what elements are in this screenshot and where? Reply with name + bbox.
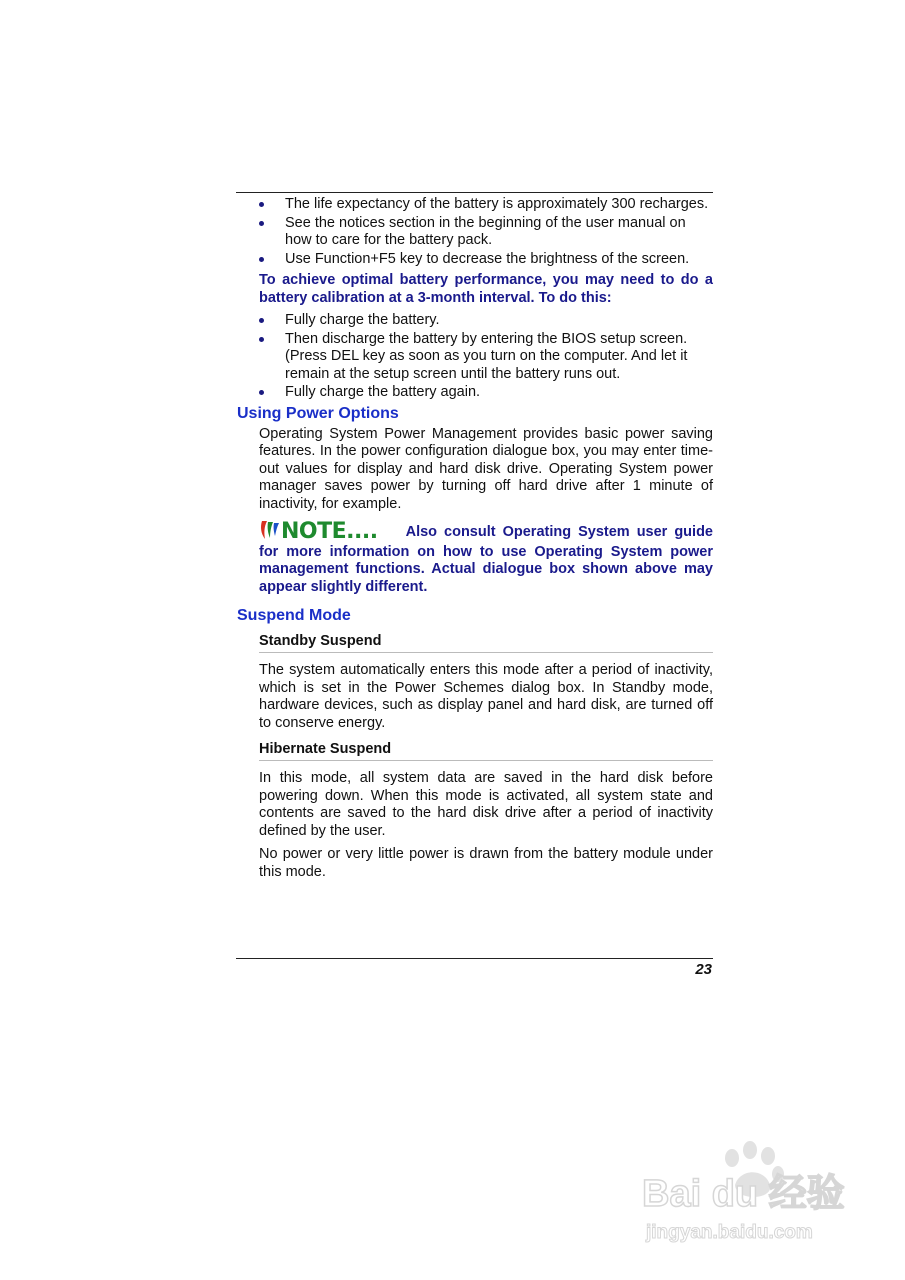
bullet-icon	[259, 221, 264, 226]
standby-suspend-title: Standby Suspend	[259, 632, 713, 653]
power-options-body: Operating System Power Management provides basic power saving features. In the power configuration dialogue box, you may enter time-out values for display and hard disk drive. Operating System power manager saves power by turning off hard drive after 1 minute of inactivity, for example.	[259, 425, 713, 512]
power-options-heading: Using Power Options	[237, 404, 399, 422]
note-block	[259, 519, 713, 596]
list-item: Fully charge the battery.	[259, 312, 713, 330]
bullet-icon	[259, 337, 264, 342]
note-text: Also consult Operating System user guide for more information on how to use Operating System power management functions. Actual dialogue box shown above may appear slightly different.	[259, 524, 713, 595]
watermark-brand: Bai du 经验	[642, 1173, 845, 1215]
hibernate-suspend-body-1: In this mode, all system data are saved in the hard disk before powering down. When this mode is activated, all system state and contents are saved to the hard disk drive after a period of inactivity defined by the user.	[259, 770, 713, 839]
list-item: See the notices section in the beginning of the user manual on how to care for the battery pack.	[259, 215, 713, 250]
list-item: The life expectancy of the battery is approximately 300 recharges.	[259, 196, 713, 214]
watermark-url: jingyan.baidu.com	[646, 1222, 813, 1243]
list-item: Then discharge the battery by entering the BIOS setup screen. (Press DEL key as soon as you turn on the computer. And let it remain at the setup screen until the battery runs out.	[259, 331, 713, 384]
bullet-icon	[259, 390, 264, 395]
note-swoosh-icon	[259, 519, 281, 541]
note-label: NOTE....	[281, 519, 378, 544]
suspend-mode-heading: Suspend Mode	[237, 607, 351, 624]
battery-tips-list	[237, 196, 713, 268]
bullet-icon	[259, 202, 264, 207]
bullet-icon	[259, 318, 264, 323]
note-logo	[259, 519, 378, 544]
hibernate-suspend-body-2: No power or very little power is drawn from the battery module under this mode.	[259, 846, 713, 880]
page-number: 23	[695, 961, 712, 978]
bottom-rule	[236, 958, 713, 959]
list-item: Use Function+F5 key to decrease the brightness of the screen.	[259, 251, 713, 269]
calibration-intro: To achieve optimal battery performance, you may need to do a battery calibration at a 3-month interval. To do this:	[259, 272, 713, 306]
standby-suspend-body: The system automatically enters this mode after a period of inactivity, which is set in the Power Schemes dialog box. In Standby mode, hardware devices, such as display panel and hard disk, are turned off to conserve energy.	[259, 662, 713, 731]
calibration-steps-list	[237, 312, 713, 402]
top-rule	[236, 192, 713, 193]
baidu-watermark	[640, 1140, 860, 1250]
hibernate-suspend-title: Hibernate Suspend	[259, 740, 713, 761]
page-content	[237, 196, 713, 887]
list-item: Fully charge the battery again.	[259, 384, 713, 402]
bullet-icon	[259, 257, 264, 262]
